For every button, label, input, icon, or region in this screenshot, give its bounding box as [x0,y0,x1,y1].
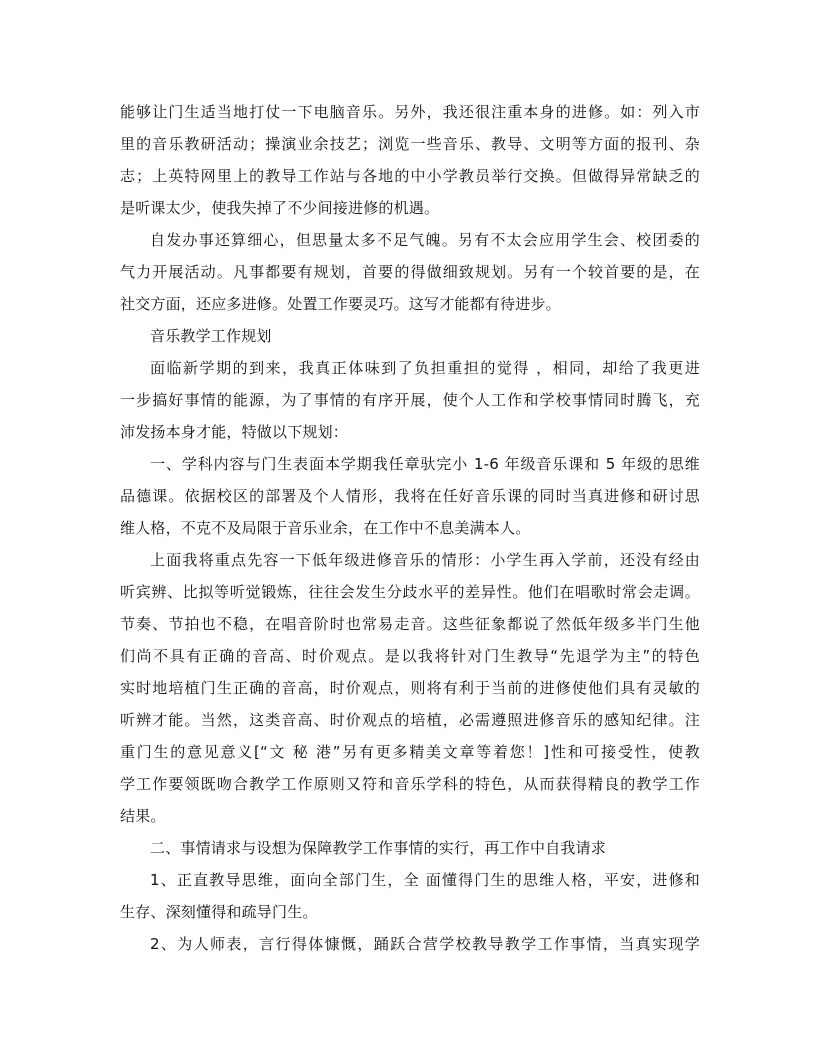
text-line: 志；上英特网里上的教导工作站与各地的中小学教员举行交换。但做得异常缺乏的 [120,167,700,185]
text-line: 是听课太少，使我失掉了不少间接进修的机遇。 [120,199,440,217]
text-line: 们尚不具有正确的音高、时价观点。是以我将针对门生教导“先退学为主”的特色 [120,647,700,665]
text-line: 里的音乐教研活动；操演业余技艺；浏览一些音乐、教导、文明等方面的报刊、杂 [120,135,700,153]
text-line: 实时地培植门生正确的音高，时价观点，则将有利于当前的进修使他们具有灵敏的 [120,679,700,697]
text-line: 气力开展活动。凡事都要有规划，首要的得做细致规划。另有一个较首要的是，在 [120,263,700,281]
paragraph-start-line: 面临新学期的到来，我真正体味到了负担重担的觉得 ，相同，却给了我更进 [150,359,700,377]
section-heading: 音乐教学工作规划 [150,327,272,345]
paragraph-start-line: 一、学科内容与门生表面本学期我任章驮完小 1-6 年级音乐课和 5 年级的思维 [150,455,700,473]
text-line: 听宾辨、比拟等听觉锻炼，往往会发生分歧水平的差异性。他们在唱歌时常会走调。 [120,583,700,601]
text-line: 维人格，不克不及局限于音乐业余，在工作中不息美满本人。 [120,519,531,537]
text-line: 品德课。依据校区的部署及个人情形，我将在任好音乐课的同时当真进修和研讨思 [120,487,700,505]
text-line: 听辨才能。当然，这类音高、时价观点的培植，必需遵照进修音乐的感知纪律。注 [120,711,700,729]
text-line: 学工作要领既吻合教学工作原则又符和音乐学科的特色，从而获得精良的教学工作 [120,775,700,793]
text-line: 沛发扬本身才能，特做以下规划： [120,423,349,441]
text-line: 一步搞好事情的能源，为了事情的有序开展，使个人工作和学校事情同时腾飞，充 [120,391,700,409]
section-heading: 二、事情请求与设想为保障教学工作事情的实行，再工作中自我请求 [150,839,607,857]
paragraph-start-line: 自发办事还算细心，但思量太多不足气魄。另有不太会应用学生会、校团委的 [150,231,700,249]
text-line: 生存、深刻懂得和疏导门生。 [120,903,318,921]
text-line: 重门生的意见意义[“文 秘 港”另有更多精美文章等着您！]性和可接受性，使教 [120,743,700,761]
text-line: 节奏、节拍也不稳，在唱音阶时也常易走音。这些征象都说了然低年级多半门生他 [120,615,700,633]
text-line: 结果。 [120,807,166,825]
text-line: 社交方面，还应多进修。处置工作要灵巧。这写才能都有待进步。 [120,295,561,313]
document-body [120,96,700,960]
paragraph-start-line: 上面我将重点先容一下低年级进修音乐的情形：小学生再入学前，还没有经由 [150,551,700,569]
paragraph-start-line: 1、正直教导思维，面向全部门生，全 面懂得门生的思维人格，平安，进修和 [150,871,700,889]
paragraph-start-line: 2、为人师表，言行得体慷慨，踊跃合营学校教导教学工作事情，当真实现学 [150,935,700,953]
text-line: 能够让门生适当地打仗一下电脑音乐。另外，我还很注重本身的进修。如：列入市 [120,103,700,121]
